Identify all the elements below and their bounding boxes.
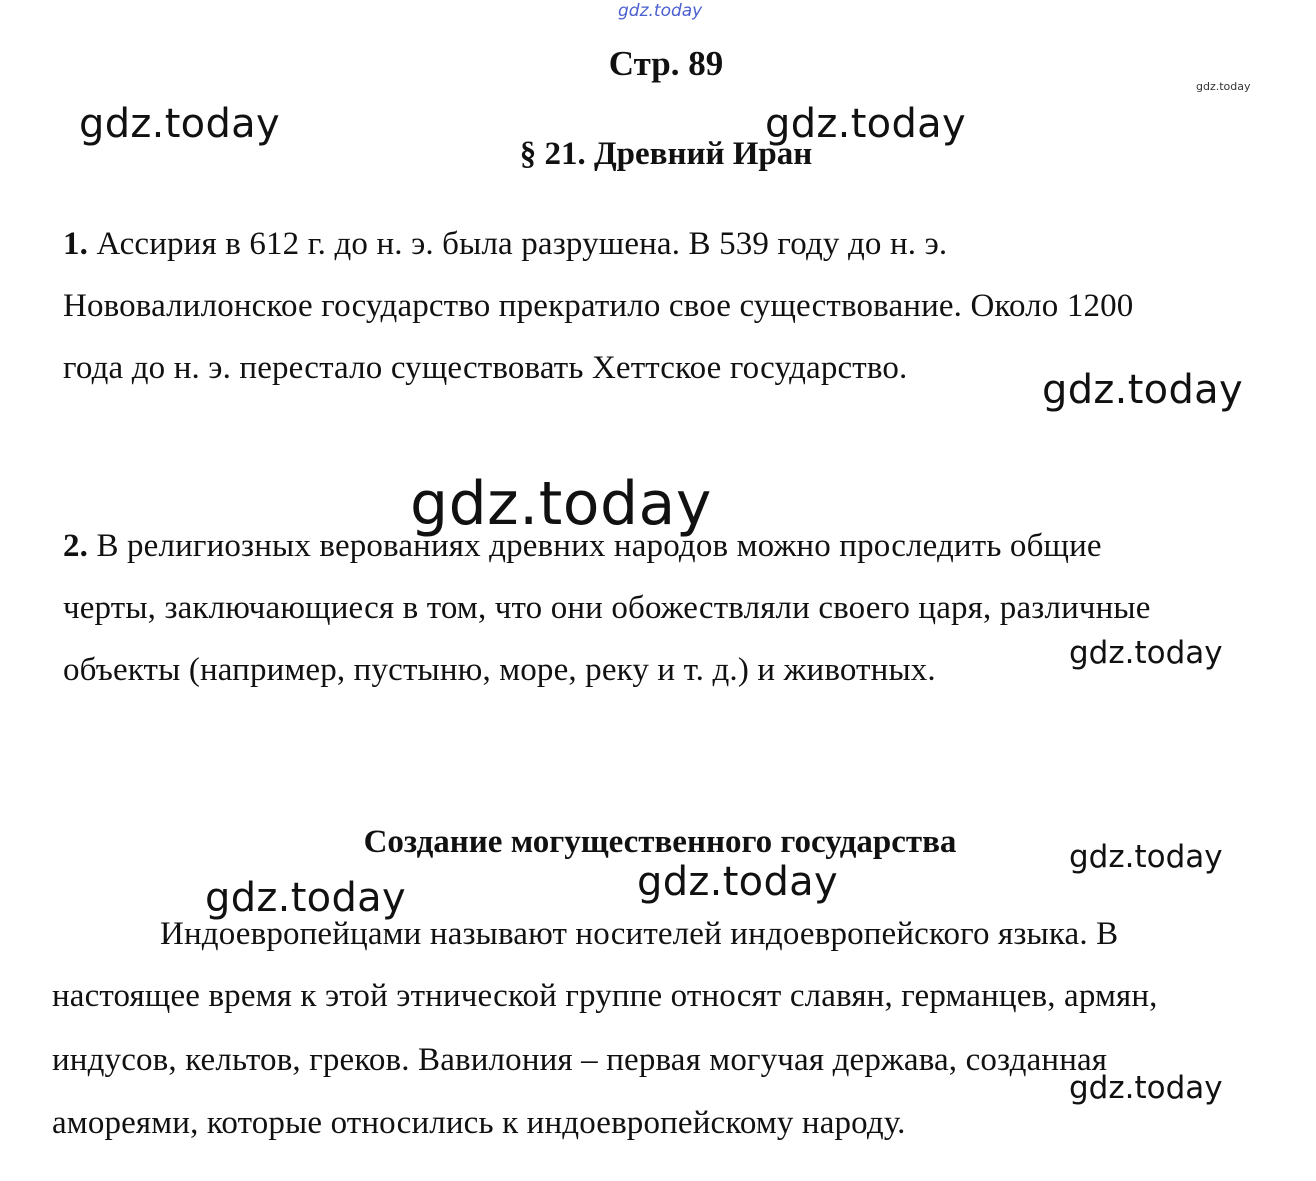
answer-1-number: 1. [63, 226, 89, 262]
answer-1-line-2: Нововалилонское государство прекратило свое существование. Около 1200 [63, 288, 1134, 324]
watermark-tiny: gdz.today [1196, 80, 1251, 93]
answer-2-line-1 [63, 528, 1102, 565]
answer-2-text: В религиозных верованиях древних народов можно проследить общие [96, 528, 1102, 564]
answer-2-line-3: объекты (например, пустыню, море, реку и т. д.) и животных. [63, 652, 936, 688]
paragraph-line-3: индусов, кельтов, греков. Вавилония – первая могучая держава, созданная [52, 1042, 1108, 1078]
watermark: gdz.today [205, 875, 406, 921]
watermark: gdz.today [765, 101, 966, 147]
answer-2-number: 2. [63, 528, 89, 564]
watermark: gdz.today [79, 101, 280, 147]
page-number: Стр. 89 [608, 44, 724, 83]
watermark: gdz.today [1069, 839, 1223, 875]
paragraph-line-2: настоящее время к этой этнической группе относят славян, германцев, армян, [52, 978, 1158, 1014]
watermark: gdz.today [637, 859, 838, 905]
subsection-heading: Создание могущественного государства [363, 824, 957, 860]
watermark-top: gdz.today [618, 1, 703, 21]
answer-1-text: Ассирия в 612 г. до н. э. была разрушена. В 539 году до н. э. [96, 226, 948, 262]
watermark: gdz.today [1042, 367, 1243, 413]
answer-1-line-1 [63, 226, 947, 263]
answer-1-line-3: года до н. э. перестало существовать Хеттское государство. [63, 350, 908, 386]
watermark: gdz.today [1069, 635, 1223, 671]
watermark: gdz.today [1069, 1070, 1223, 1106]
paragraph-line-1: Индоевропейцами называют носителей индоевропейского языка. В [160, 916, 1119, 952]
paragraph-line-4: амореями, которые относились к индоевропейскому народу. [52, 1105, 906, 1141]
answer-2-line-2: черты, заключающиеся в том, что они обожествляли своего царя, различные [63, 590, 1151, 626]
watermark-large: gdz.today [410, 469, 712, 539]
section-heading: § 21. Древний Иран [519, 136, 813, 172]
